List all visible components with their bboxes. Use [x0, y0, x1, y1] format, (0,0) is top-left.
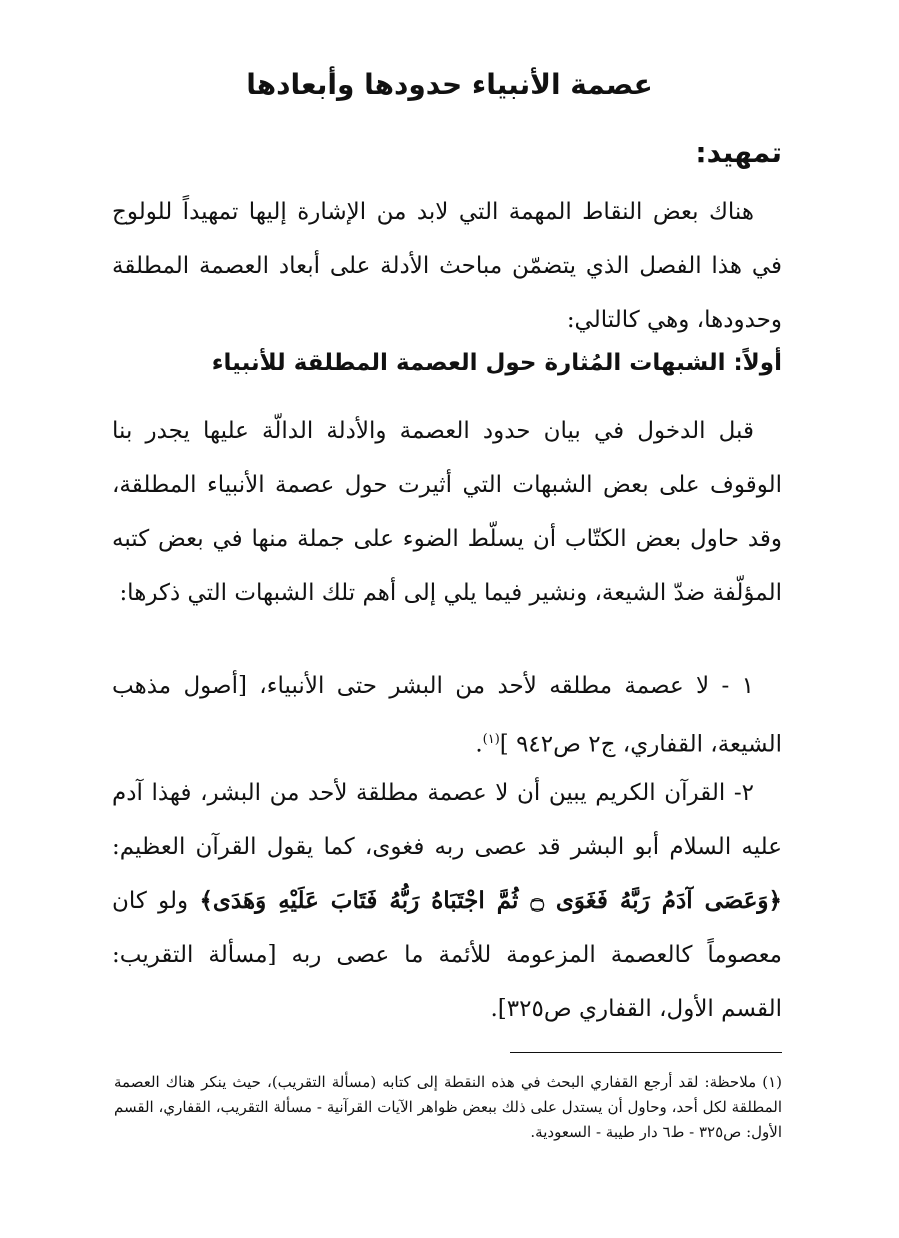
quran-verse: ﴿وَعَصَى آدَمُ رَبَّهُ فَغَوَى ۝ ثُمَّ اجْتَبَاهُ رَبُّهُ فَتَابَ عَلَيْهِ وَهَدَى﴾	[199, 887, 782, 914]
list-item-1-end: .	[475, 731, 483, 758]
footnote-separator	[510, 1052, 782, 1053]
list-item-1-text: ١ - لا عصمة مطلقه لأحد من البشر حتى الأنبياء، [أصول مذهب الشيعة، القفاري، ج٢ ص٩٤٢ ]	[112, 673, 782, 758]
footnote: (١) ملاحظة: لقد أرجع القفاري البحث في هذه النقطة إلى كتابه (مسألة التقريب)، حيث ينكر هناك العصمة المطلقة لكل أحد، وحاول أن يستدل على ذلك ببعض ظواهر الآيات القرآنية - مسألة التقريب، القفاري، القسم الأول: ص٣٢٥ - ط٦ دار طيبة - السعودية.	[114, 1073, 782, 1141]
intro-paragraph: هناك بعض النقاط المهمة التي لابد من الإشارة إليها تمهيداً للولوج في هذا الفصل الذي يتضمّن مباحث الأدلة على أبعاد العصمة المطلقة وحدودها، وهي كالتالي:	[112, 199, 782, 333]
page-title: عصمة الأنبياء حدودها وأبعادها	[246, 68, 653, 101]
list-item-1	[112, 659, 782, 772]
section-paragraph: قبل الدخول في بيان حدود العصمة والأدلة الدالّة عليها يجدر بنا الوقوف على بعض الشبهات التي أثيرت حول عصمة الأنبياء المطلقة، وقد حاول بعض الكتّاب أن يسلّط الضوء على جملة منها في بعض كتبه المؤلّفة ضدّ الشيعة، ونشير فيما يلي إلى أهم تلك الشبهات التي ذكرها:	[112, 418, 782, 606]
footnote-reference[interactable]: (١)	[482, 732, 500, 747]
intro-heading: تمهيد:	[695, 136, 782, 169]
list-item-2-continuation: ولو كان معصوماً كالعصمة المزعومة للأئمة ما عصى ربه [مسألة التقريب: القسم الأول، القفاري ص٣٢٥].	[112, 888, 782, 1022]
list-item-2-text: ٢- القرآن الكريم يبين أن لا عصمة مطلقة لأحد من البشر، فهذا آدم عليه السلام أبو البشر قد عصى ربه فغوى، كما يقول القرآن العظيم:	[112, 780, 782, 860]
section-heading: أولاً: الشبهات المُثارة حول العصمة المطلقة للأنبياء	[211, 350, 782, 376]
list-item-2	[112, 766, 782, 1036]
